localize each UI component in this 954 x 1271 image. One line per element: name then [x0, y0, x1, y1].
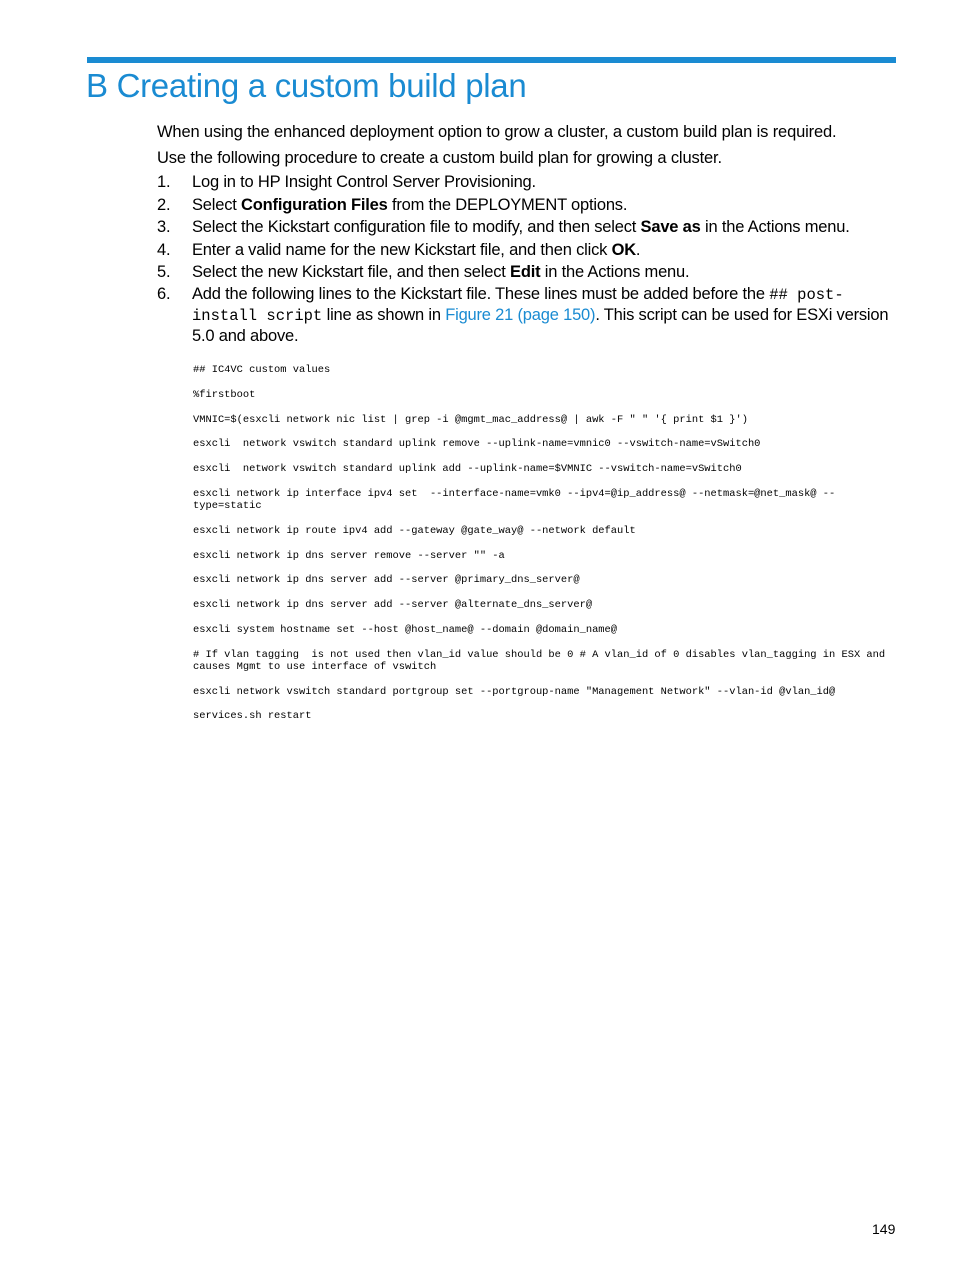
inline-code: ## post-install script — [192, 285, 844, 325]
procedure-steps — [157, 171, 902, 347]
code-line: esxcli network vswitch standard uplink add --uplink-name=$VMNIC --vswitch-name=vSwitch0 — [193, 463, 742, 476]
ui-term: OK — [611, 240, 636, 259]
step-number: 2. — [157, 195, 171, 214]
step-4 — [157, 239, 902, 261]
code-line: services.sh restart — [193, 710, 312, 723]
step-text: from the DEPLOYMENT options. — [387, 195, 628, 214]
step-text: Select the new Kickstart file, and then select — [192, 263, 511, 282]
step-2 — [157, 194, 902, 216]
page-number: 149 — [872, 1221, 896, 1237]
code-line: ## IC4VC custom values — [193, 364, 331, 376]
ui-term: Edit — [510, 263, 541, 282]
figure-link[interactable]: Figure 21 (page 150) — [445, 305, 596, 324]
code-line: esxcli system hostname set --host @host_name@ --domain @domain_name@ — [193, 623, 618, 636]
code-line: %firstboot — [193, 388, 256, 401]
step-number: 6. — [157, 284, 171, 303]
step-number: 5. — [157, 263, 171, 282]
step-5 — [157, 261, 902, 283]
code-line: esxcli network vswitch standard uplink remove --uplink-name=vmnic0 --vswitch-name=vSwitch0 — [193, 438, 761, 451]
step-3 — [157, 216, 902, 238]
chapter-title: B Creating a custom build plan — [86, 67, 527, 104]
step-6 — [157, 284, 902, 346]
step-number: 1. — [157, 173, 171, 191]
step-text: Select — [192, 195, 242, 214]
step-text: . This script can be used for ESXi version 5.0 and above. — [192, 305, 889, 345]
kickstart-code-block — [193, 364, 898, 735]
code-line: esxcli network vswitch standard portgroup set --portgroup-name "Management Network" --vlan-id @vlan_id@ — [193, 685, 836, 698]
ui-term: Configuration Files — [241, 195, 388, 214]
step-number: 4. — [157, 240, 171, 259]
code-line: esxcli network ip dns server remove --server "" -a — [193, 549, 505, 562]
intro-paragraph: When using the enhanced deployment option to grow a cluster, a custom build plan is required. — [157, 123, 837, 141]
chapter-rule — [87, 57, 896, 63]
code-line: esxcli network ip dns server add --server @primary_dns_server@ — [193, 574, 580, 587]
ui-term: Save as — [640, 218, 701, 237]
step-text: in the Actions menu. — [700, 218, 850, 237]
code-line: # If vlan tagging is not used then vlan_id value should be 0 # A vlan_id of 0 disables vlan_tagging in ESX and causes Mgmt to use interface of vswitch — [193, 648, 892, 673]
step-text: Select the Kickstart configuration file to modify, and then select — [192, 218, 641, 237]
code-line: esxcli network ip route ipv4 add --gateway @gate_way@ --network default — [193, 524, 636, 537]
code-line: esxcli network ip interface ipv4 set --interface-name=vmk0 --ipv4=@ip_address@ --netmask=@net_mask@ --type=static — [193, 487, 836, 512]
code-line: esxcli network ip dns server add --server @alternate_dns_server@ — [193, 599, 593, 612]
step-text: in the Actions menu. — [540, 263, 690, 282]
step-number: 3. — [157, 218, 171, 237]
step-text: Enter a valid name for the new Kickstart file, and then click — [192, 240, 612, 259]
step-1 — [157, 171, 902, 193]
procedure-intro: Use the following procedure to create a custom build plan for growing a cluster. — [157, 149, 722, 167]
step-text: Log in to HP Insight Control Server Provisioning. — [192, 173, 536, 191]
code-line: VMNIC=$(esxcli network nic list | grep -i @mgmt_mac_address@ | awk -F " " '{ print $1 }') — [193, 413, 748, 426]
step-text: Add the following lines to the Kickstart file. These lines must be added before the — [192, 284, 770, 303]
step-text: . — [635, 240, 641, 259]
step-text: line as shown in — [322, 305, 446, 324]
